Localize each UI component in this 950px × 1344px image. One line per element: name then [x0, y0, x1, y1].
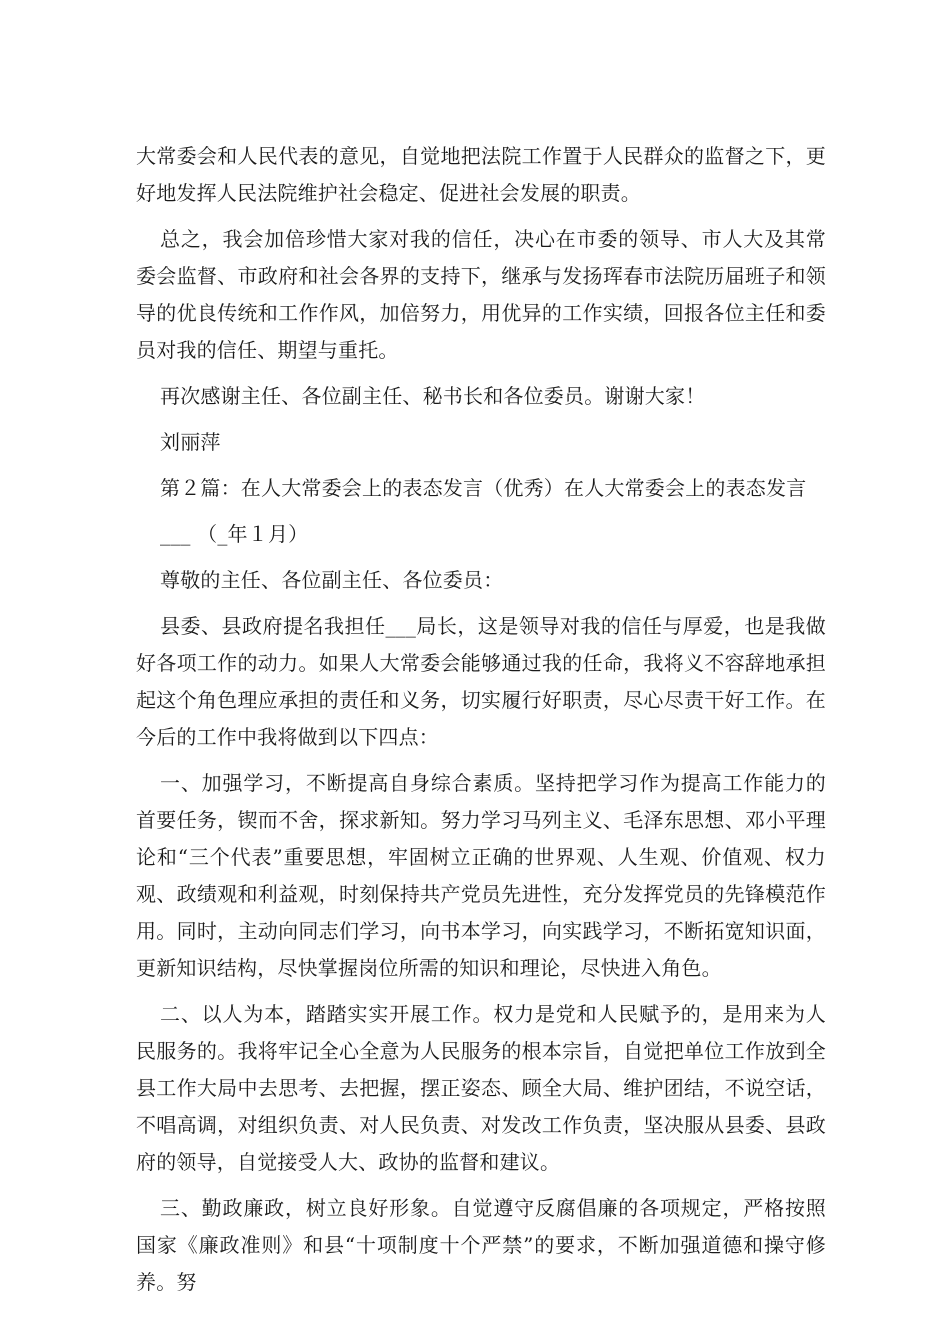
document-body [136, 138, 826, 1301]
paragraph: 一、加强学习，不断提高自身综合素质。坚持把学习作为提高工作能力的首要任务，锲而不舍，探求新知。努力学习马列主义、毛泽东思想、邓小平理论和“三个代表”重要思想，牢固树立正确的世界观、人生观、价值观、权力观、政绩观和利益观，时刻保持共产党员先进性，充分发挥党员的先锋模范作用。同时，主动向同志们学习，向书本学习，向实践学习，不断拓宽知识面，更新知识结构，尽快掌握岗位所需的知识和理论，尽快进入角色。 [136, 771, 826, 980]
paragraph: 再次感谢主任、各位副主任、秘书长和各位委员。谢谢大家！ [160, 384, 706, 408]
paragraph: 三、勤政廉政，树立良好形象。自觉遵守反腐倡廉的各项规定，严格按照国家《廉政准则》和县“十项制度十个严禁”的要求，不断加强道德和操守修养。努 [136, 1196, 826, 1294]
signature-name: 刘丽萍 [160, 430, 221, 454]
paragraph: 总之，我会加倍珍惜大家对我的信任，决心在市委的领导、市人大及其常委会监督、市政府和社会各界的支持下，继承与发扬珲春市法院历届班子和领导的优良传统和工作作风，加倍努力，用优异的工作实绩，回报各位主任和委员对我的信任、期望与重托。 [136, 227, 826, 362]
date-line: ___ （_年１月） [160, 522, 309, 546]
paragraph: 二、以人为本，踏踏实实开展工作。权力是党和人民赋予的，是用来为人民服务的。我将牢记全心全意为人民服务的根本宗旨，自觉把单位工作放到全县工作大局中去思考、去把握，摆正姿态、顾全大局、维护团结，不说空话，不唱高调，对组织负责、对人民负责、对发改工作负责，坚决服从县委、县政府的领导，自觉接受人大、政协的监督和建议。 [136, 1002, 826, 1174]
salutation: 尊敬的主任、各位副主任、各位委员： [160, 568, 504, 592]
paragraph: 大常委会和人民代表的意见，自觉地把法院工作置于人民群众的监督之下，更好地发挥人民法院维护社会稳定、促进社会发展的职责。 [136, 144, 826, 205]
paragraph: 县委、县政府提名我担任___局长，这是领导对我的信任与厚爱，也是我做好各项工作的动力。如果人大常委会能够通过我的任命，我将义不容辞地承担起这个角色理应承担的责任和义务，切实履行好职责，尽心尽责干好工作。在今后的工作中我将做到以下四点： [136, 614, 826, 749]
section-heading: 第２篇：在人大常委会上的表态发言（优秀）在人大常委会上的表态发言 [160, 476, 807, 500]
